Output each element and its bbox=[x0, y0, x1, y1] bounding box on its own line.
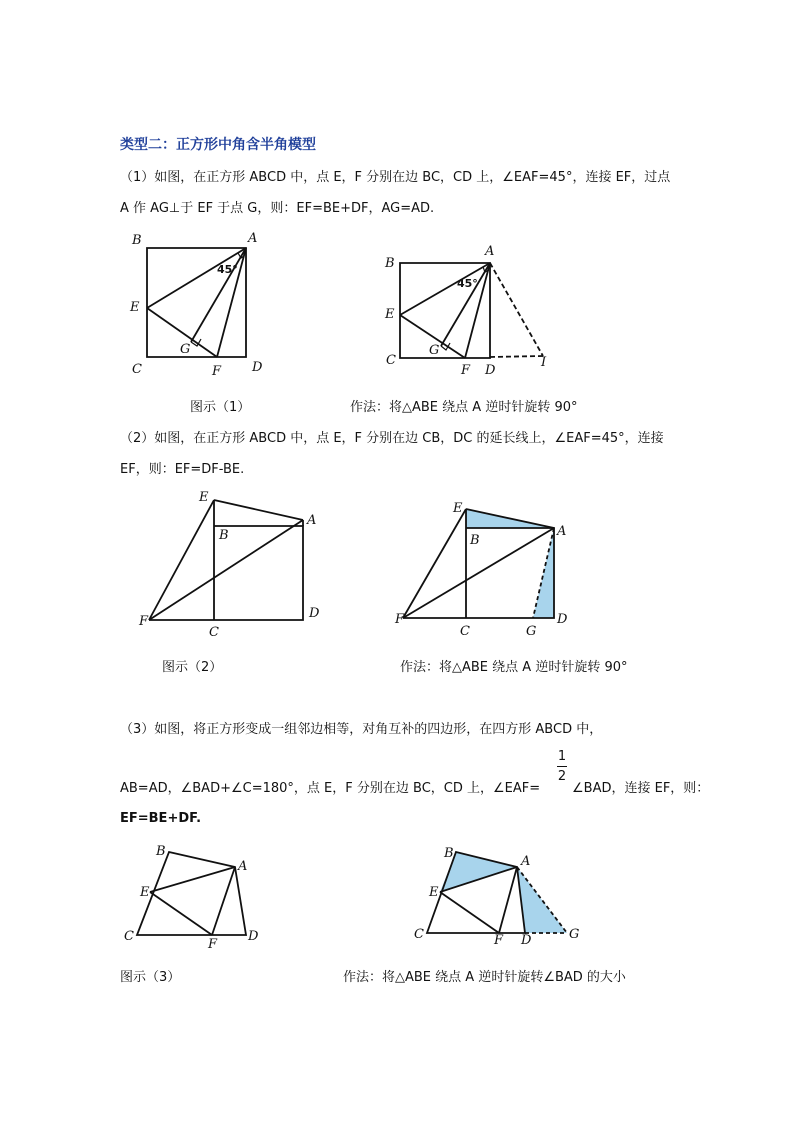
label-A: A bbox=[307, 513, 317, 528]
label-A: A bbox=[485, 244, 495, 259]
label-B: B bbox=[385, 256, 395, 271]
label-C: C bbox=[209, 625, 219, 640]
label-C: C bbox=[460, 624, 470, 639]
label-B: B bbox=[132, 233, 142, 248]
p2-line1: （2）如图，在正方形 ABCD 中，点 E，F 分别在边 CB，DC 的延长线上，∠EAF=45°，连接 bbox=[120, 431, 664, 446]
label-C: C bbox=[124, 929, 134, 944]
label-A: A bbox=[248, 231, 258, 246]
label-E: E bbox=[130, 300, 140, 315]
label-D: D bbox=[521, 933, 532, 948]
label-F: F bbox=[395, 612, 405, 627]
label-F: F bbox=[139, 614, 149, 629]
label-D: D bbox=[248, 929, 259, 944]
label-E: E bbox=[140, 885, 150, 900]
p3-line1: （3）如图，将正方形变成一组邻边相等，对角互补的四边形，在四方形 ABCD 中， bbox=[120, 722, 603, 737]
label-B: B bbox=[470, 533, 480, 548]
label-B: B bbox=[219, 528, 229, 543]
figure-2-right bbox=[395, 495, 585, 645]
label-B: B bbox=[156, 844, 166, 859]
label-G: G bbox=[569, 927, 580, 942]
fraction-one-half bbox=[554, 749, 570, 784]
figure-2-method: 作法：将△ABE 绕点 A 逆时针旋转 90° bbox=[400, 660, 628, 675]
label-E: E bbox=[429, 885, 439, 900]
label-F: F bbox=[212, 364, 222, 379]
label-F: F bbox=[494, 933, 504, 948]
fraction-denominator: 2 bbox=[557, 769, 567, 784]
label-A: A bbox=[557, 524, 567, 539]
label-D: D bbox=[557, 612, 568, 627]
figure-3-left bbox=[120, 840, 270, 955]
label-C: C bbox=[414, 927, 424, 942]
figure-3-method: 作法：将△ABE 绕点 A 逆时针旋转∠BAD 的大小 bbox=[343, 970, 626, 985]
figure-3-caption: 图示（3） bbox=[120, 970, 181, 985]
p3-line3: EF=BE+DF. bbox=[120, 811, 202, 826]
label-D: D bbox=[252, 360, 263, 375]
figure-1-left bbox=[120, 225, 270, 380]
label-A: A bbox=[521, 854, 531, 869]
label-B: B bbox=[444, 846, 454, 861]
label-F: F bbox=[208, 937, 218, 952]
figure-1-caption: 图示（1） bbox=[190, 400, 251, 415]
p3-line2-b: ∠BAD，连接 EF，则： bbox=[572, 781, 710, 796]
label-F: F bbox=[461, 363, 471, 378]
label-D: D bbox=[485, 363, 496, 378]
figure-2-caption: 图示（2） bbox=[162, 660, 223, 675]
figure-2-left bbox=[135, 485, 335, 645]
label-C: C bbox=[386, 353, 396, 368]
p3-line2-a: AB=AD，∠BAD+∠C=180°，点 E，F 分别在边 BC，CD 上，∠EAF= bbox=[120, 781, 541, 796]
label-D: D bbox=[309, 606, 320, 621]
label-angle45: 45° bbox=[457, 277, 478, 290]
figure-3-right bbox=[412, 840, 592, 950]
label-G: G bbox=[180, 342, 191, 357]
label-I: I bbox=[541, 355, 547, 370]
label-C: C bbox=[132, 362, 142, 377]
p1-line1: （1）如图，在正方形 ABCD 中，点 E，F 分别在边 BC，CD 上，∠EAF=45°，连接 EF，过点 bbox=[120, 170, 671, 185]
label-angle45: 45° bbox=[217, 263, 238, 276]
figure-1-method: 作法：将△ABE 绕点 A 逆时针旋转 90° bbox=[350, 400, 578, 415]
p2-line2: EF，则：EF=DF-BE. bbox=[120, 462, 245, 477]
label-E: E bbox=[453, 501, 463, 516]
label-E: E bbox=[199, 490, 209, 505]
label-E: E bbox=[385, 307, 395, 322]
label-G: G bbox=[526, 624, 537, 639]
label-A: A bbox=[238, 859, 248, 874]
p1-line2: A 作 AG⊥于 EF 于点 G，则：EF=BE+DF，AG=AD. bbox=[120, 201, 435, 216]
label-G: G bbox=[429, 343, 440, 358]
figure-1-right bbox=[385, 240, 555, 380]
section-title: 类型二：正方形中角含半角模型 bbox=[120, 137, 316, 153]
fraction-numerator: 1 bbox=[557, 749, 567, 764]
